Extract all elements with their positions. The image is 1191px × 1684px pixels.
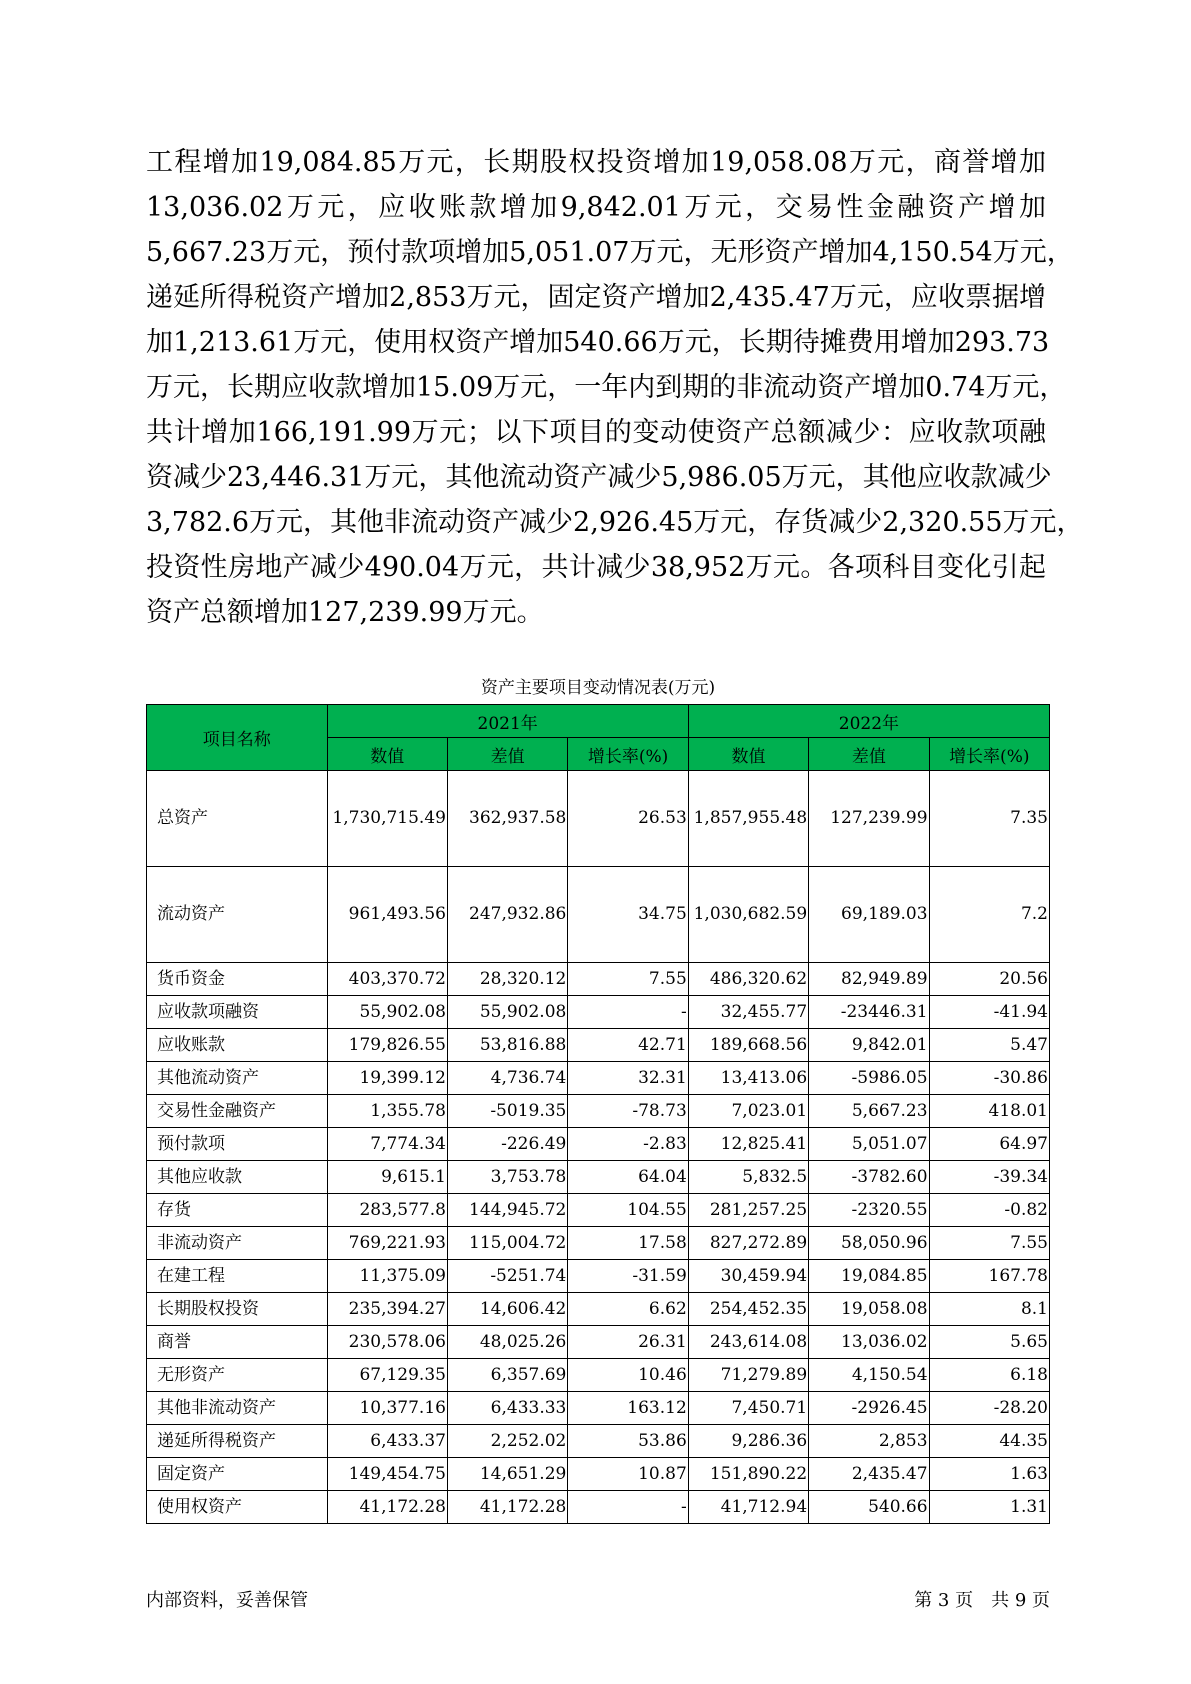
cell-value-2021: 55,902.08 bbox=[327, 996, 447, 1029]
cell-growth-rate-2021: 17.58 bbox=[568, 1227, 688, 1260]
cell-difference-2022: 69,189.03 bbox=[809, 867, 929, 963]
row-item-name: 其他非流动资产 bbox=[147, 1392, 328, 1425]
footer-page-number: 第 3 页 共 9 页 bbox=[914, 1590, 1050, 1611]
cell-difference-2022: 127,239.99 bbox=[809, 771, 929, 867]
paragraph-line: 万元，长期应收款增加15.09万元，一年内到期的非流动资产增加0.74万元， bbox=[146, 372, 1067, 403]
cell-growth-rate-2021: 26.53 bbox=[568, 771, 688, 867]
row-item-name: 递延所得税资产 bbox=[147, 1425, 328, 1458]
cell-value-2022: 1,857,955.48 bbox=[688, 771, 808, 867]
row-item-name: 货币资金 bbox=[147, 963, 328, 996]
cell-value-2022: 281,257.25 bbox=[688, 1194, 808, 1227]
cell-difference-2021: 6,357.69 bbox=[447, 1359, 567, 1392]
table-row bbox=[147, 1425, 1050, 1458]
cell-value-2021: 9,615.1 bbox=[327, 1161, 447, 1194]
cell-value-2021: 19,399.12 bbox=[327, 1062, 447, 1095]
cell-value-2021: 41,172.28 bbox=[327, 1491, 447, 1524]
cell-value-2022: 71,279.89 bbox=[688, 1359, 808, 1392]
cell-value-2022: 32,455.77 bbox=[688, 996, 808, 1029]
cell-growth-rate-2022: 418.01 bbox=[929, 1095, 1049, 1128]
cell-difference-2021: 144,945.72 bbox=[447, 1194, 567, 1227]
row-item-name: 商誉 bbox=[147, 1326, 328, 1359]
row-item-name: 应收款项融资 bbox=[147, 996, 328, 1029]
cell-difference-2022: 82,949.89 bbox=[809, 963, 929, 996]
cell-difference-2021: 53,816.88 bbox=[447, 1029, 567, 1062]
table-row bbox=[147, 996, 1050, 1029]
row-item-name: 预付款项 bbox=[147, 1128, 328, 1161]
cell-value-2022: 5,832.5 bbox=[688, 1161, 808, 1194]
cell-growth-rate-2021: 163.12 bbox=[568, 1392, 688, 1425]
row-item-name: 总资产 bbox=[147, 771, 328, 867]
cell-difference-2022: 9,842.01 bbox=[809, 1029, 929, 1062]
row-item-name: 非流动资产 bbox=[147, 1227, 328, 1260]
subheader-value: 数值 bbox=[688, 738, 808, 771]
cell-value-2021: 10,377.16 bbox=[327, 1392, 447, 1425]
cell-value-2022: 1,030,682.59 bbox=[688, 867, 808, 963]
cell-value-2022: 243,614.08 bbox=[688, 1326, 808, 1359]
cell-value-2021: 67,129.35 bbox=[327, 1359, 447, 1392]
cell-value-2021: 11,375.09 bbox=[327, 1260, 447, 1293]
cell-value-2022: 7,023.01 bbox=[688, 1095, 808, 1128]
cell-difference-2022: 19,084.85 bbox=[809, 1260, 929, 1293]
cell-growth-rate-2022: 167.78 bbox=[929, 1260, 1049, 1293]
cell-difference-2022: 2,435.47 bbox=[809, 1458, 929, 1491]
table-caption: 资产主要项目变动情况表(万元) bbox=[480, 678, 716, 698]
table-row bbox=[147, 1062, 1050, 1095]
cell-growth-rate-2021: 26.31 bbox=[568, 1326, 688, 1359]
paragraph-line: 资产总额增加127,239.99万元。 bbox=[146, 597, 544, 628]
cell-growth-rate-2022: 7.2 bbox=[929, 867, 1049, 963]
paragraph-line: 工程增加19,084.85万元，长期股权投资增加19,058.08万元，商誉增加 bbox=[146, 147, 1046, 178]
cell-growth-rate-2021: 42.71 bbox=[568, 1029, 688, 1062]
cell-difference-2021: 2,252.02 bbox=[447, 1425, 567, 1458]
cell-growth-rate-2021: 7.55 bbox=[568, 963, 688, 996]
cell-difference-2021: -5251.74 bbox=[447, 1260, 567, 1293]
cell-value-2022: 12,825.41 bbox=[688, 1128, 808, 1161]
cell-growth-rate-2022: 7.55 bbox=[929, 1227, 1049, 1260]
table-row bbox=[147, 867, 1050, 963]
cell-value-2022: 151,890.22 bbox=[688, 1458, 808, 1491]
cell-growth-rate-2022: 64.97 bbox=[929, 1128, 1049, 1161]
paragraph-line: 13,036.02万元，应收账款增加9,842.01万元，交易性金融资产增加 bbox=[146, 192, 1046, 223]
cell-value-2022: 486,320.62 bbox=[688, 963, 808, 996]
cell-growth-rate-2021: -31.59 bbox=[568, 1260, 688, 1293]
row-item-name: 长期股权投资 bbox=[147, 1293, 328, 1326]
row-item-name: 其他流动资产 bbox=[147, 1062, 328, 1095]
subheader-growth-rate: 增长率(%) bbox=[929, 738, 1049, 771]
table-row bbox=[147, 1194, 1050, 1227]
cell-growth-rate-2021: 10.46 bbox=[568, 1359, 688, 1392]
paragraph-line: 递延所得税资产增加2,853万元，固定资产增加2,435.47万元，应收票据增 bbox=[146, 282, 1046, 313]
cell-difference-2021: 14,651.29 bbox=[447, 1458, 567, 1491]
cell-growth-rate-2022: -30.86 bbox=[929, 1062, 1049, 1095]
cell-growth-rate-2022: 20.56 bbox=[929, 963, 1049, 996]
cell-difference-2021: 6,433.33 bbox=[447, 1392, 567, 1425]
cell-value-2021: 235,394.27 bbox=[327, 1293, 447, 1326]
cell-growth-rate-2022: 6.18 bbox=[929, 1359, 1049, 1392]
cell-value-2022: 13,413.06 bbox=[688, 1062, 808, 1095]
cell-value-2021: 149,454.75 bbox=[327, 1458, 447, 1491]
cell-growth-rate-2021: 32.31 bbox=[568, 1062, 688, 1095]
cell-value-2022: 827,272.89 bbox=[688, 1227, 808, 1260]
cell-difference-2022: -2926.45 bbox=[809, 1392, 929, 1425]
table-row bbox=[147, 1161, 1050, 1194]
row-item-name: 其他应收款 bbox=[147, 1161, 328, 1194]
paragraph-line: 3,782.6万元，其他非流动资产减少2,926.45万元，存货减少2,320.55万元， bbox=[146, 507, 1084, 538]
row-item-name: 固定资产 bbox=[147, 1458, 328, 1491]
cell-difference-2022: 19,058.08 bbox=[809, 1293, 929, 1326]
cell-difference-2021: -5019.35 bbox=[447, 1095, 567, 1128]
body-paragraph bbox=[146, 140, 1084, 635]
cell-value-2021: 1,730,715.49 bbox=[327, 771, 447, 867]
cell-growth-rate-2022: 44.35 bbox=[929, 1425, 1049, 1458]
paragraph-line: 资减少23,446.31万元，其他流动资产减少5,986.05万元，其他应收款减少 bbox=[146, 462, 1052, 493]
cell-growth-rate-2022: 7.35 bbox=[929, 771, 1049, 867]
cell-value-2022: 9,286.36 bbox=[688, 1425, 808, 1458]
table-row bbox=[147, 1359, 1050, 1392]
cell-difference-2022: -2320.55 bbox=[809, 1194, 929, 1227]
cell-difference-2021: 247,932.86 bbox=[447, 867, 567, 963]
cell-growth-rate-2022: -39.34 bbox=[929, 1161, 1049, 1194]
row-item-name: 应收账款 bbox=[147, 1029, 328, 1062]
cell-value-2021: 7,774.34 bbox=[327, 1128, 447, 1161]
cell-value-2022: 30,459.94 bbox=[688, 1260, 808, 1293]
cell-value-2022: 41,712.94 bbox=[688, 1491, 808, 1524]
cell-difference-2022: -23446.31 bbox=[809, 996, 929, 1029]
table-row bbox=[147, 963, 1050, 996]
cell-difference-2022: 4,150.54 bbox=[809, 1359, 929, 1392]
cell-value-2022: 189,668.56 bbox=[688, 1029, 808, 1062]
asset-change-table bbox=[146, 704, 1050, 1524]
table-row bbox=[147, 1227, 1050, 1260]
cell-growth-rate-2022: 1.31 bbox=[929, 1491, 1049, 1524]
cell-growth-rate-2021: 53.86 bbox=[568, 1425, 688, 1458]
cell-growth-rate-2021: - bbox=[568, 996, 688, 1029]
cell-growth-rate-2022: 5.47 bbox=[929, 1029, 1049, 1062]
cell-growth-rate-2022: 5.65 bbox=[929, 1326, 1049, 1359]
cell-difference-2022: 5,667.23 bbox=[809, 1095, 929, 1128]
cell-growth-rate-2021: - bbox=[568, 1491, 688, 1524]
table-row bbox=[147, 771, 1050, 867]
cell-growth-rate-2022: -0.82 bbox=[929, 1194, 1049, 1227]
table-row bbox=[147, 1458, 1050, 1491]
cell-growth-rate-2022: 1.63 bbox=[929, 1458, 1049, 1491]
cell-growth-rate-2021: 34.75 bbox=[568, 867, 688, 963]
table-row bbox=[147, 1491, 1050, 1524]
header-item-name: 项目名称 bbox=[147, 705, 328, 771]
row-item-name: 流动资产 bbox=[147, 867, 328, 963]
row-item-name: 交易性金融资产 bbox=[147, 1095, 328, 1128]
cell-growth-rate-2021: -2.83 bbox=[568, 1128, 688, 1161]
cell-difference-2021: 41,172.28 bbox=[447, 1491, 567, 1524]
cell-difference-2021: 48,025.26 bbox=[447, 1326, 567, 1359]
cell-difference-2021: 4,736.74 bbox=[447, 1062, 567, 1095]
paragraph-line: 5,667.23万元，预付款项增加5,051.07万元，无形资产增加4,150.54万元， bbox=[146, 237, 1074, 268]
paragraph-line: 共计增加166,191.99万元；以下项目的变动使资产总额减少：应收款项融 bbox=[146, 417, 1046, 448]
cell-difference-2022: 540.66 bbox=[809, 1491, 929, 1524]
cell-difference-2022: 5,051.07 bbox=[809, 1128, 929, 1161]
paragraph-line: 投资性房地产减少490.04万元，共计减少38,952万元。各项科目变化引起 bbox=[146, 552, 1046, 583]
cell-value-2021: 1,355.78 bbox=[327, 1095, 447, 1128]
cell-difference-2022: 2,853 bbox=[809, 1425, 929, 1458]
cell-difference-2021: 362,937.58 bbox=[447, 771, 567, 867]
subheader-value: 数值 bbox=[327, 738, 447, 771]
cell-difference-2022: -5986.05 bbox=[809, 1062, 929, 1095]
cell-value-2022: 254,452.35 bbox=[688, 1293, 808, 1326]
cell-difference-2022: 13,036.02 bbox=[809, 1326, 929, 1359]
footer-confidential-note: 内部资料，妥善保管 bbox=[146, 1590, 308, 1611]
table-row bbox=[147, 1326, 1050, 1359]
cell-value-2021: 961,493.56 bbox=[327, 867, 447, 963]
paragraph-line: 加1,213.61万元，使用权资产增加540.66万元，长期待摊费用增加293.73 bbox=[146, 327, 1050, 358]
cell-value-2021: 403,370.72 bbox=[327, 963, 447, 996]
cell-growth-rate-2022: -28.20 bbox=[929, 1392, 1049, 1425]
subheader-difference: 差值 bbox=[809, 738, 929, 771]
cell-difference-2021: 3,753.78 bbox=[447, 1161, 567, 1194]
cell-difference-2021: 14,606.42 bbox=[447, 1293, 567, 1326]
cell-value-2021: 6,433.37 bbox=[327, 1425, 447, 1458]
row-item-name: 使用权资产 bbox=[147, 1491, 328, 1524]
cell-growth-rate-2021: 64.04 bbox=[568, 1161, 688, 1194]
table-row bbox=[147, 1128, 1050, 1161]
cell-difference-2021: -226.49 bbox=[447, 1128, 567, 1161]
cell-growth-rate-2021: 104.55 bbox=[568, 1194, 688, 1227]
cell-difference-2021: 115,004.72 bbox=[447, 1227, 567, 1260]
subheader-difference: 差值 bbox=[447, 738, 567, 771]
cell-growth-rate-2022: 8.1 bbox=[929, 1293, 1049, 1326]
row-item-name: 存货 bbox=[147, 1194, 328, 1227]
cell-difference-2021: 28,320.12 bbox=[447, 963, 567, 996]
table-header-row bbox=[147, 705, 1050, 738]
cell-value-2021: 769,221.93 bbox=[327, 1227, 447, 1260]
row-item-name: 在建工程 bbox=[147, 1260, 328, 1293]
subheader-growth-rate: 增长率(%) bbox=[568, 738, 688, 771]
cell-value-2021: 230,578.06 bbox=[327, 1326, 447, 1359]
cell-growth-rate-2021: 10.87 bbox=[568, 1458, 688, 1491]
cell-value-2021: 283,577.8 bbox=[327, 1194, 447, 1227]
table-row bbox=[147, 1293, 1050, 1326]
cell-value-2022: 7,450.71 bbox=[688, 1392, 808, 1425]
header-year-2022: 2022年 bbox=[688, 705, 1049, 738]
cell-difference-2022: 58,050.96 bbox=[809, 1227, 929, 1260]
cell-value-2021: 179,826.55 bbox=[327, 1029, 447, 1062]
cell-growth-rate-2021: 6.62 bbox=[568, 1293, 688, 1326]
header-year-2021: 2021年 bbox=[327, 705, 688, 738]
table-row bbox=[147, 1260, 1050, 1293]
cell-growth-rate-2022: -41.94 bbox=[929, 996, 1049, 1029]
table-row bbox=[147, 1029, 1050, 1062]
cell-difference-2021: 55,902.08 bbox=[447, 996, 567, 1029]
row-item-name: 无形资产 bbox=[147, 1359, 328, 1392]
cell-difference-2022: -3782.60 bbox=[809, 1161, 929, 1194]
table-row bbox=[147, 1095, 1050, 1128]
table-row bbox=[147, 1392, 1050, 1425]
cell-growth-rate-2021: -78.73 bbox=[568, 1095, 688, 1128]
